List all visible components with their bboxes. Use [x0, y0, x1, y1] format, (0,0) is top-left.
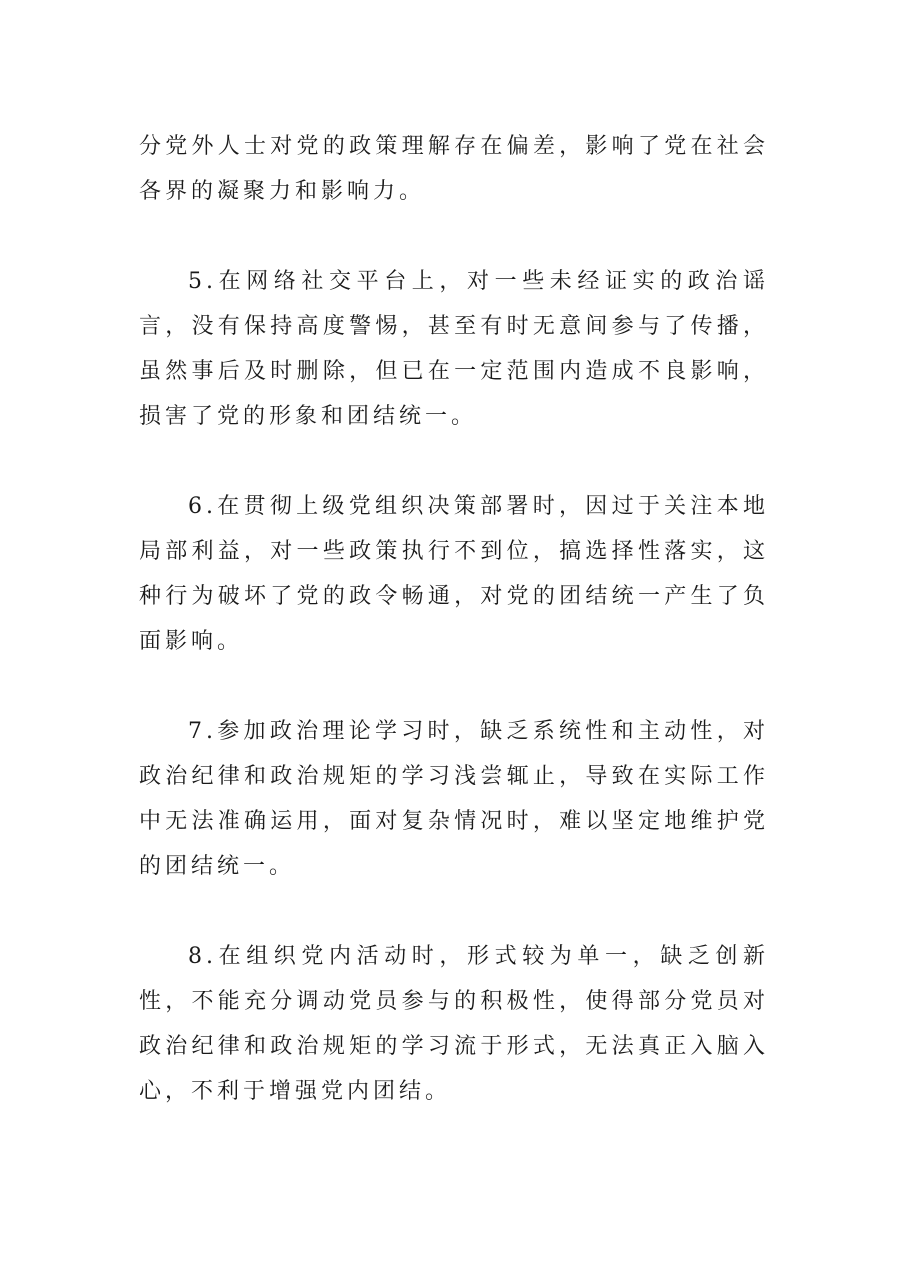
paragraph-item-5: 5.在网络社交平台上，对一些未经证实的政治谣言，没有保持高度警惕，甚至有时无意间参与了传播，虽然事后及时删除，但已在一定范围内造成不良影响，损害了党的形象和团结统一。 — [139, 269, 769, 429]
paragraph-item-6: 6.在贯彻上级党组织决策部署时，因过于关注本地局部利益，对一些政策执行不到位，搞选择性落实，这种行为破坏了党的政令畅通，对党的团结统一产生了负面影响。 — [139, 494, 769, 654]
paragraph-spacer — [139, 439, 769, 484]
paragraph-item-7: 7.参加政治理论学习时，缺乏系统性和主动性，对政治纪律和政治规矩的学习浅尝辄止，导致在实际工作中无法准确运用，面对复杂情况时，难以坚定地维护党的团结统一。 — [139, 719, 769, 879]
paragraph-spacer — [139, 214, 769, 259]
document-body — [139, 124, 769, 1114]
paragraph-spacer — [139, 664, 769, 709]
paragraph-spacer — [139, 889, 769, 934]
paragraph-continued: 分党外人士对党的政策理解存在偏差，影响了党在社会各界的凝聚力和影响力。 — [139, 134, 769, 204]
paragraph-item-8: 8.在组织党内活动时，形式较为单一，缺乏创新性，不能充分调动党员参与的积极性，使得部分党员对政治纪律和政治规矩的学习流于形式，无法真正入脑入心，不利于增强党内团结。 — [139, 944, 769, 1104]
